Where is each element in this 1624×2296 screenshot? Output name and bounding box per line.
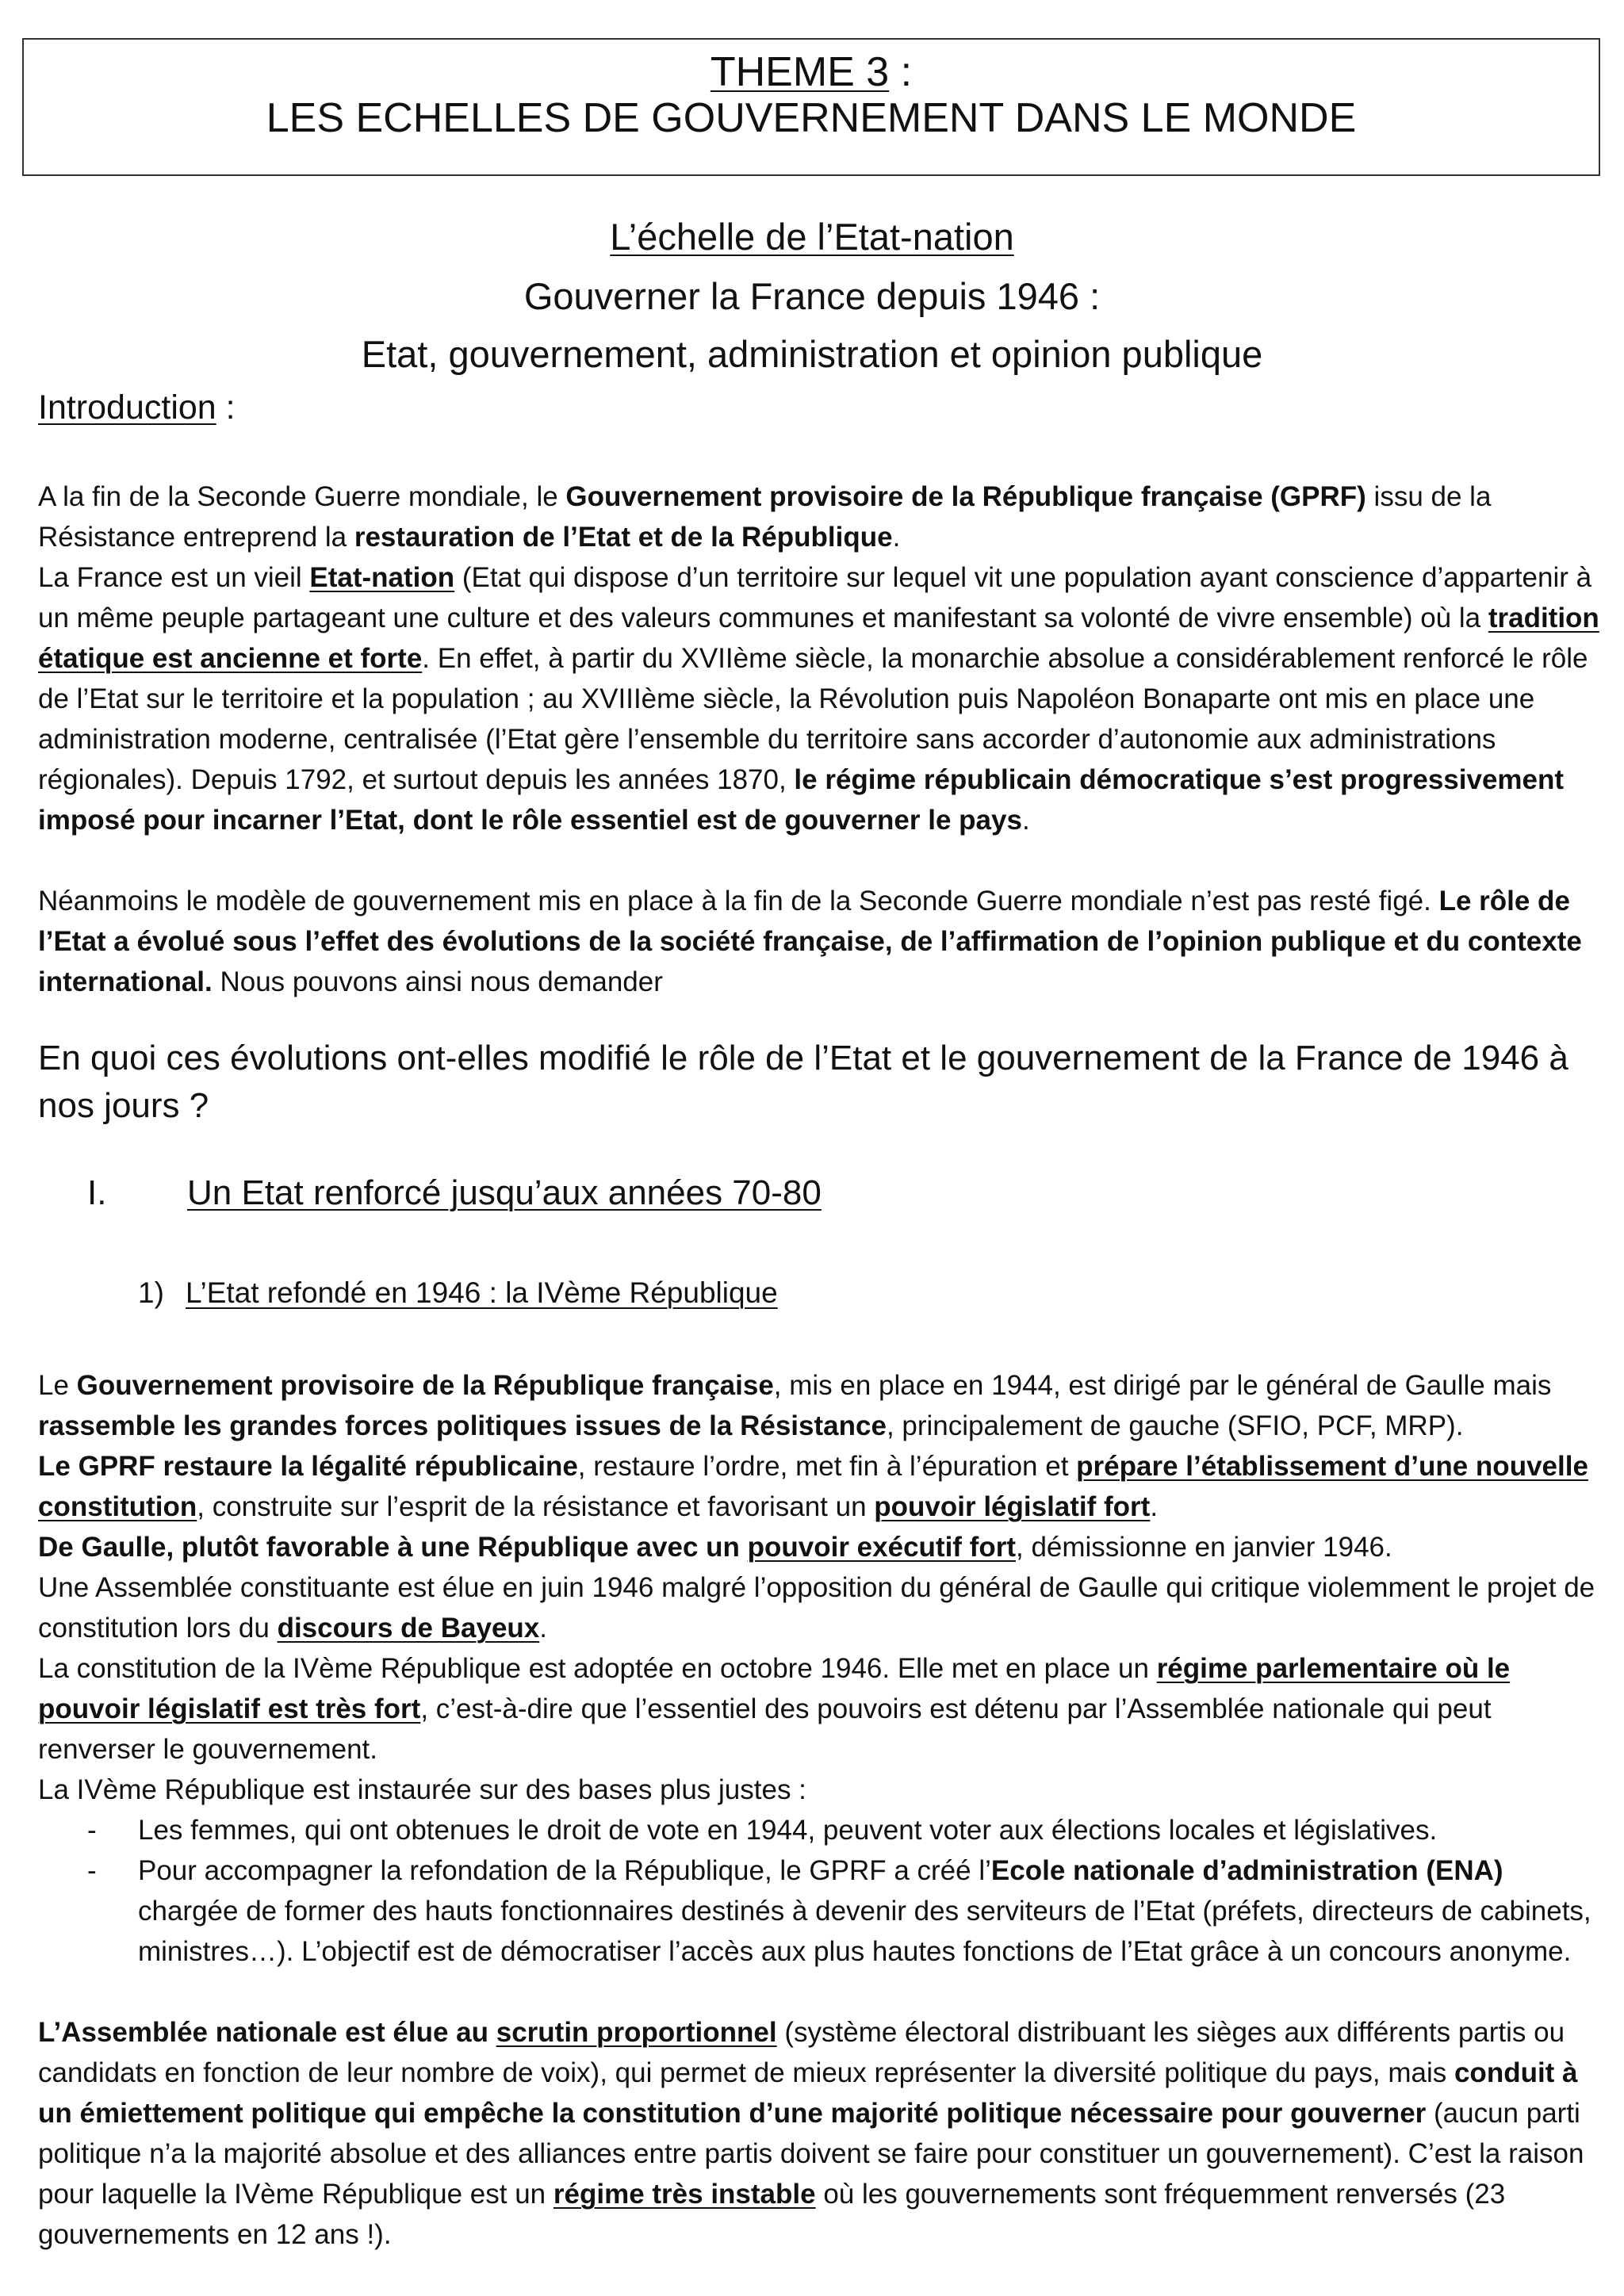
intro-paragraph-2 (38, 557, 1600, 840)
text-run: , restaure l’ordre, met fin à l’épuration et (577, 1451, 1077, 1482)
key-term: scrutin proportionnel (496, 2017, 777, 2048)
text-run: , principalement de gauche (SFIO, PCF, MRP). (886, 1410, 1464, 1441)
emphasis: le régime républicain démocratique s’est progressivement imposé pour incarner l’Etat, dont le rôle essentiel est de gouverner le pays (38, 764, 1565, 836)
text-run: (aucun parti politique n’a la majorité absolue et des alliances entre partis doivent se faire pour constituer un gouvernement). C’est la raison pour laquelle la IVème République est un (38, 2098, 1584, 2210)
theme-number: THEME 3 (710, 49, 890, 95)
text-run: Néanmoins le modèle de gouvernement mis en place à la fin de la Seconde Guerre mondiale n’est pas resté figé. (38, 886, 1439, 916)
text-run: issu de la Résistance entreprend la (38, 481, 1492, 553)
key-term: Etat-nation (309, 562, 455, 593)
part1-number: I. (87, 1173, 107, 1212)
emphasis: restauration de l’Etat et de la République (354, 522, 893, 553)
text-run: où les gouvernements sont fréquemment renversés (23 gouvernements en 12 ans !). (38, 2179, 1506, 2250)
list-item-text (138, 1815, 1437, 1846)
introduction-suffix: : (216, 388, 236, 427)
text-run: chargée de former des hauts fonctionnaires destinés à devenir des serviteurs de l’Etat (préfets, directeurs de cabinets, ministres…). L’objectif est de démocratiser l’accès aux plus hautes fonctions de l’Etat grâce à un concours anonyme. (138, 1896, 1591, 1967)
introduction-label: Introduction (38, 388, 216, 427)
chapter-scale: L’échelle de l’Etat-nation (610, 216, 1014, 258)
emphasis: Le rôle de l’Etat a évolué sous l’effet des évolutions de la société française, de l’affirmation de l’opinion publique et du contexte international. (38, 886, 1582, 997)
text-run: . (892, 522, 901, 553)
key-term: discours de Bayeux (277, 1613, 540, 1644)
text-run: , mis en place en 1944, est dirigé par le général de Gaulle mais (773, 1370, 1552, 1401)
list-item-text (138, 1855, 1591, 1967)
problematic-question: En quoi ces évolutions ont-elles modifié le rôle de l’Etat et le gouvernement de la France de 1946 à nos jours ? (38, 1039, 1568, 1125)
text-run: Nous pouvons ainsi nous demander (212, 966, 663, 997)
list-item (87, 1850, 1600, 1972)
key-term: tradition étatique est ancienne et forte (38, 603, 1599, 674)
text-run: . En effet, à partir du XVIIème siècle, la monarchie absolue a considérablement renforcé le rôle de l’Etat sur le territoire et la population ; au XVIIIème siècle, la Révolution puis Napoléon Bonaparte ont mis en place une administration moderne, centralisée (l’Etat gère l’ensemble du territoire sans accorder d’autonomie aux administrations régionales). Depuis 1792, et surtout depuis les années 1870, (38, 643, 1588, 795)
body-paragraph-1 (38, 1365, 1600, 1446)
intro-paragraph-3 (38, 881, 1600, 1002)
emphasis: Gouvernement provisoire de la République française (GPRF) (565, 481, 1366, 512)
part1-title: Un Etat renforcé jusqu’aux années 70-80 (187, 1173, 822, 1212)
introduction-heading (38, 388, 236, 427)
key-term: prépare l’établissement d’une nouvelle constitution (38, 1451, 1588, 1522)
intro-paragraph-1 (38, 476, 1600, 557)
bullet-dash: - (87, 1815, 97, 1846)
text-run: Pour accompagner la refondation de la République, le GPRF a créé l’ (138, 1855, 991, 1886)
emphasis: rassemble les grandes forces politiques issues de la Résistance (38, 1410, 887, 1441)
key-term: régime très instable (553, 2179, 816, 2210)
text-run: . (1021, 805, 1030, 836)
subpart1-title: L’Etat refondé en 1946 : la IVème République (186, 1276, 778, 1309)
text-run: (Etat qui dispose d’un territoire sur lequel vit une population ayant conscience d’appartenir à un même peuple partageant une culture et des valeurs communes et manifestant sa volonté de vivre ensemble) où la (38, 562, 1592, 633)
theme-suffix: : (889, 49, 913, 95)
bases-list (87, 1810, 1600, 1972)
chapter-title-line2: Gouverner la France depuis 1946 : (523, 275, 1101, 317)
text-run: Une Assemblée constituante est élue en juin 1946 malgré l’opposition du général de Gaulle qui critique violemment le projet de constitution lors du (38, 1572, 1595, 1644)
body-paragraph-3 (38, 1527, 1600, 1567)
emphasis: De Gaulle, plutôt favorable à une République avec un (38, 1532, 748, 1563)
key-term: pouvoir exécutif fort (747, 1532, 1016, 1563)
text-run: Les femmes, qui ont obtenues le droit de vote en 1944, peuvent voter aux élections locales et législatives. (138, 1815, 1438, 1846)
emphasis: Le GPRF restaure la légalité républicaine (38, 1451, 578, 1482)
list-item (87, 1810, 1600, 1850)
text-run: . (539, 1613, 547, 1644)
emphasis: conduit à un émiettement politique qui empêche la constitution d’une majorité politique nécessaire pour gouverner (38, 2057, 1578, 2129)
text-run: A la fin de la Seconde Guerre mondiale, le (38, 481, 566, 512)
body-paragraph-2 (38, 1446, 1600, 1527)
bullet-dash: - (87, 1855, 97, 1886)
theme-heading (24, 49, 1599, 95)
theme-title-box (22, 38, 1600, 176)
text-run: , construite sur l’esprit de la résistance et favorisant un (197, 1491, 875, 1522)
emphasis: Ecole nationale d’administration (ENA) (990, 1855, 1503, 1886)
body-paragraph-4 (38, 1567, 1600, 1648)
body-paragraph-7 (38, 2012, 1600, 2255)
theme-title: LES ECHELLES DE GOUVERNEMENT DANS LE MONDE (266, 95, 1357, 142)
key-term: régime parlementaire où le pouvoir législatif est très fort (38, 1653, 1511, 1724)
chapter-title-line3: Etat, gouvernement, administration et opinion publique (361, 333, 1263, 375)
text-run: , démissionne en janvier 1946. (1016, 1532, 1392, 1563)
body-paragraph-5 (38, 1648, 1600, 1770)
text-run: , c’est-à-dire que l’essentiel des pouvoirs est détenu par l’Assemblée nationale qui peut renverser le gouvernement. (38, 1693, 1492, 1765)
emphasis: Gouvernement provisoire de la République française (76, 1370, 774, 1401)
body-paragraph-6 (38, 1770, 1600, 1810)
text-run: . (1150, 1491, 1159, 1522)
text-run: La France est un vieil (38, 562, 310, 593)
text-run: La IVème République est instaurée sur des bases plus justes : (38, 1774, 806, 1805)
text-run: Le (38, 1370, 77, 1401)
text-run: (système électoral distribuant les sièges aux différents partis ou candidats en fonction de leur nombre de voix), qui permet de mieux représenter la diversité politique du pays, mais (38, 2017, 1565, 2088)
text-run: La constitution de la IVème République est adoptée en octobre 1946. Elle met en place un (38, 1653, 1157, 1684)
emphasis: L’Assemblée nationale est élue au (38, 2017, 496, 2048)
subpart1-number: 1) (138, 1276, 164, 1309)
key-term: pouvoir législatif fort (874, 1491, 1151, 1522)
